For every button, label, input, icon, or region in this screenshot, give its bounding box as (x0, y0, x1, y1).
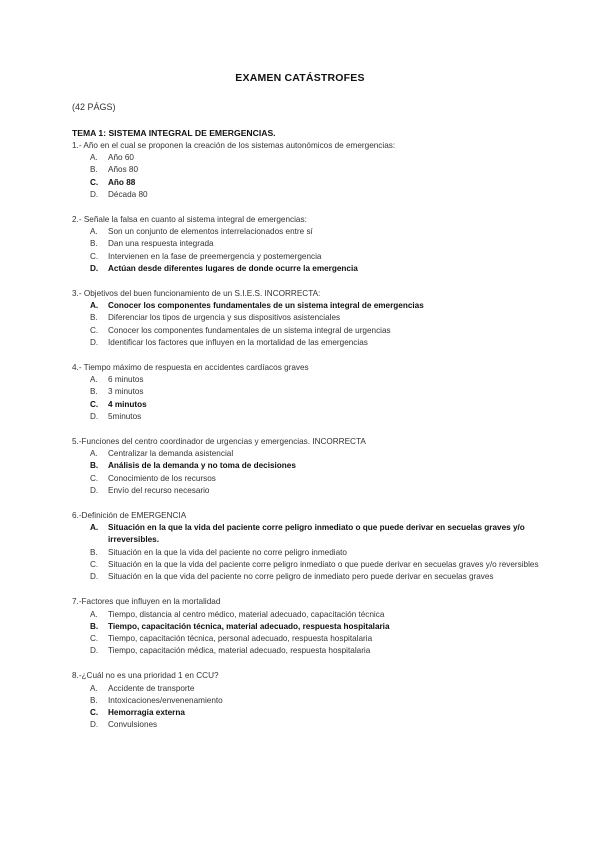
option-text: Son un conjunto de elementos interrelacionados entre sí (108, 227, 313, 237)
option-letter: D. (90, 189, 99, 199)
answer-option (72, 164, 542, 176)
answer-option (72, 473, 542, 485)
option-text: 3 minutos (108, 387, 144, 397)
option-letter: C. (90, 633, 99, 643)
option-letter: D. (90, 485, 99, 495)
answer-option-correct (72, 621, 542, 633)
option-letter: A. (90, 301, 99, 311)
question-text: 2.- Señale la falsa en cuanto al sistema integral de emergencias: (72, 215, 307, 225)
answer-option (72, 633, 542, 645)
answer-option (72, 695, 542, 707)
option-letter: D. (90, 411, 99, 421)
answer-option-correct (72, 399, 542, 411)
option-text: Convulsiones (108, 720, 158, 730)
answer-option-correct (72, 460, 542, 472)
option-text: Identificar los factores que influyen en la mortalidad de las emergencias (108, 337, 368, 347)
answer-option (72, 325, 542, 337)
option-letter: D. (90, 720, 99, 730)
option-letter: D. (90, 337, 99, 347)
question-block (72, 596, 542, 657)
question-block (72, 214, 542, 275)
answer-option (72, 571, 542, 583)
option-text: Década 80 (108, 189, 148, 199)
option-letter: C. (90, 399, 99, 409)
answer-option (72, 386, 542, 398)
question-block (72, 670, 542, 731)
option-text: Intoxicaciones/envenenamiento (108, 695, 223, 705)
answer-option (72, 411, 542, 423)
option-text: Conocer los componentes fundamentales de un sistema integral de emergencias (108, 301, 424, 311)
option-letter: C. (90, 707, 99, 717)
answer-option (72, 312, 542, 324)
answer-option (72, 238, 542, 250)
question-block (72, 362, 542, 423)
option-letter: B. (90, 387, 98, 397)
answer-option (72, 547, 542, 559)
option-letter: C. (90, 559, 99, 569)
question-block (72, 436, 542, 497)
answer-option (72, 337, 542, 349)
option-text: Tiempo, capacitación técnica, personal adecuado, respuesta hospitalaria (108, 633, 373, 643)
question-text: 4.- Tiempo máximo de respuesta en accidentes cardíacos graves (72, 363, 309, 373)
question-text: 5.-Funciones del centro coordinador de urgencias y emergencias. INCORRECTA (72, 437, 366, 447)
option-text: Conocimiento de los recursos (108, 473, 216, 483)
question-text: 7.-Factores que influyen en la mortalidad (72, 597, 221, 607)
option-text: Envío del recurso necesario (108, 485, 210, 495)
option-text: Actúan desde diferentes lugares de donde ocurre la emergencia (108, 263, 358, 273)
option-letter: A. (90, 227, 98, 237)
answer-option (72, 251, 542, 263)
option-letter: C. (90, 251, 99, 261)
option-text: Situación en la que la vida del paciente no corre peligro inmediato (108, 547, 347, 557)
option-letter: D. (90, 263, 99, 273)
option-text: Situación en la que la vida del paciente corre peligro inmediato o que puede derivar en secuelas graves y/o irreversibles. (108, 523, 525, 545)
option-letter: A. (90, 449, 98, 459)
question-text: 1.- Año en el cual se proponen la creación de los sistemas autonómicos de emergencias: (72, 141, 396, 150)
answer-option (72, 485, 542, 497)
question-text: 3.- Objetivos del buen funcionamiento de un S.I.E.S. INCORRECTA: (72, 289, 321, 299)
option-letter: B. (90, 461, 99, 471)
exam-title: EXAMEN CATÁSTROFES (235, 72, 365, 84)
question-list (72, 140, 542, 731)
option-letter: A. (90, 683, 98, 693)
section-heading: TEMA 1: SISTEMA INTEGRAL DE EMERGENCIAS. (72, 128, 276, 138)
option-text: Tiempo, distancia al centro médico, material adecuado, capacitación técnica (108, 609, 385, 619)
option-letter: A. (90, 609, 98, 619)
option-text: Año 88 (108, 177, 136, 187)
option-text: 4 minutos (108, 399, 147, 409)
option-letter: C. (90, 177, 99, 187)
option-text: Situación en la que vida del paciente no corre peligro de inmediato pero puede derivar en secuelas graves (108, 572, 494, 582)
answer-option-correct (72, 707, 542, 719)
answer-option (72, 609, 542, 621)
option-text: Años 80 (108, 165, 139, 175)
option-letter: B. (90, 313, 98, 323)
option-text: Año 60 (108, 153, 134, 163)
option-letter: B. (90, 695, 98, 705)
option-letter: B. (90, 239, 98, 249)
question-text: 8.-¿Cuál no es una prioridad 1 en CCU? (72, 671, 219, 681)
answer-option (72, 719, 542, 731)
answer-option-correct (72, 300, 542, 312)
option-letter: D. (90, 572, 99, 582)
answer-option (72, 448, 542, 460)
option-text: Diferenciar los tipos de urgencia y sus dispositivos asistenciales (108, 313, 341, 323)
answer-option (72, 152, 542, 164)
option-text: Tiempo, capacitación médica, material adecuado, respuesta hospitalaria (108, 646, 371, 656)
option-text: Tiempo, capacitación técnica, material adecuado, respuesta hospitalaria (108, 621, 390, 631)
option-letter: C. (90, 473, 99, 483)
answer-option-correct (72, 522, 542, 546)
option-text: Situación en la que la vida del paciente corre peligro inmediato o que puede derivar en secuelas graves y/o reversibles (108, 559, 539, 569)
page-count-note: (42 PÁGS) (72, 102, 116, 112)
answer-option (72, 189, 542, 201)
option-text: Conocer los componentes fundamentales de un sistema integral de urgencias (108, 325, 391, 335)
question-block (72, 140, 542, 201)
option-letter: A. (90, 153, 98, 163)
answer-option (72, 374, 542, 386)
option-letter: A. (90, 523, 99, 533)
answer-option (72, 559, 542, 571)
question-block (72, 288, 542, 349)
answer-option (72, 645, 542, 657)
answer-option (72, 683, 542, 695)
option-letter: B. (90, 165, 98, 175)
option-text: Dan una respuesta integrada (108, 239, 214, 249)
answer-option-correct (72, 263, 542, 275)
answer-option (72, 226, 542, 238)
question-text: 6.-Definición de EMERGENCIA (72, 511, 187, 521)
option-letter: B. (90, 621, 99, 631)
option-text: Accidente de transporte (108, 683, 195, 693)
option-text: 5minutos (108, 411, 142, 421)
option-text: Análisis de la demanda y no toma de decisiones (108, 461, 296, 471)
question-block (72, 510, 542, 583)
option-letter: D. (90, 646, 99, 656)
option-letter: A. (90, 375, 98, 385)
option-text: Hemorragia externa (108, 707, 185, 717)
option-text: Centralizar la demanda asistencial (108, 449, 234, 459)
option-text: Intervienen en la fase de preemergencia y postemergencia (108, 251, 322, 261)
answer-option-correct (72, 177, 542, 189)
option-letter: C. (90, 325, 99, 335)
option-text: 6 minutos (108, 375, 144, 385)
option-letter: B. (90, 547, 98, 557)
